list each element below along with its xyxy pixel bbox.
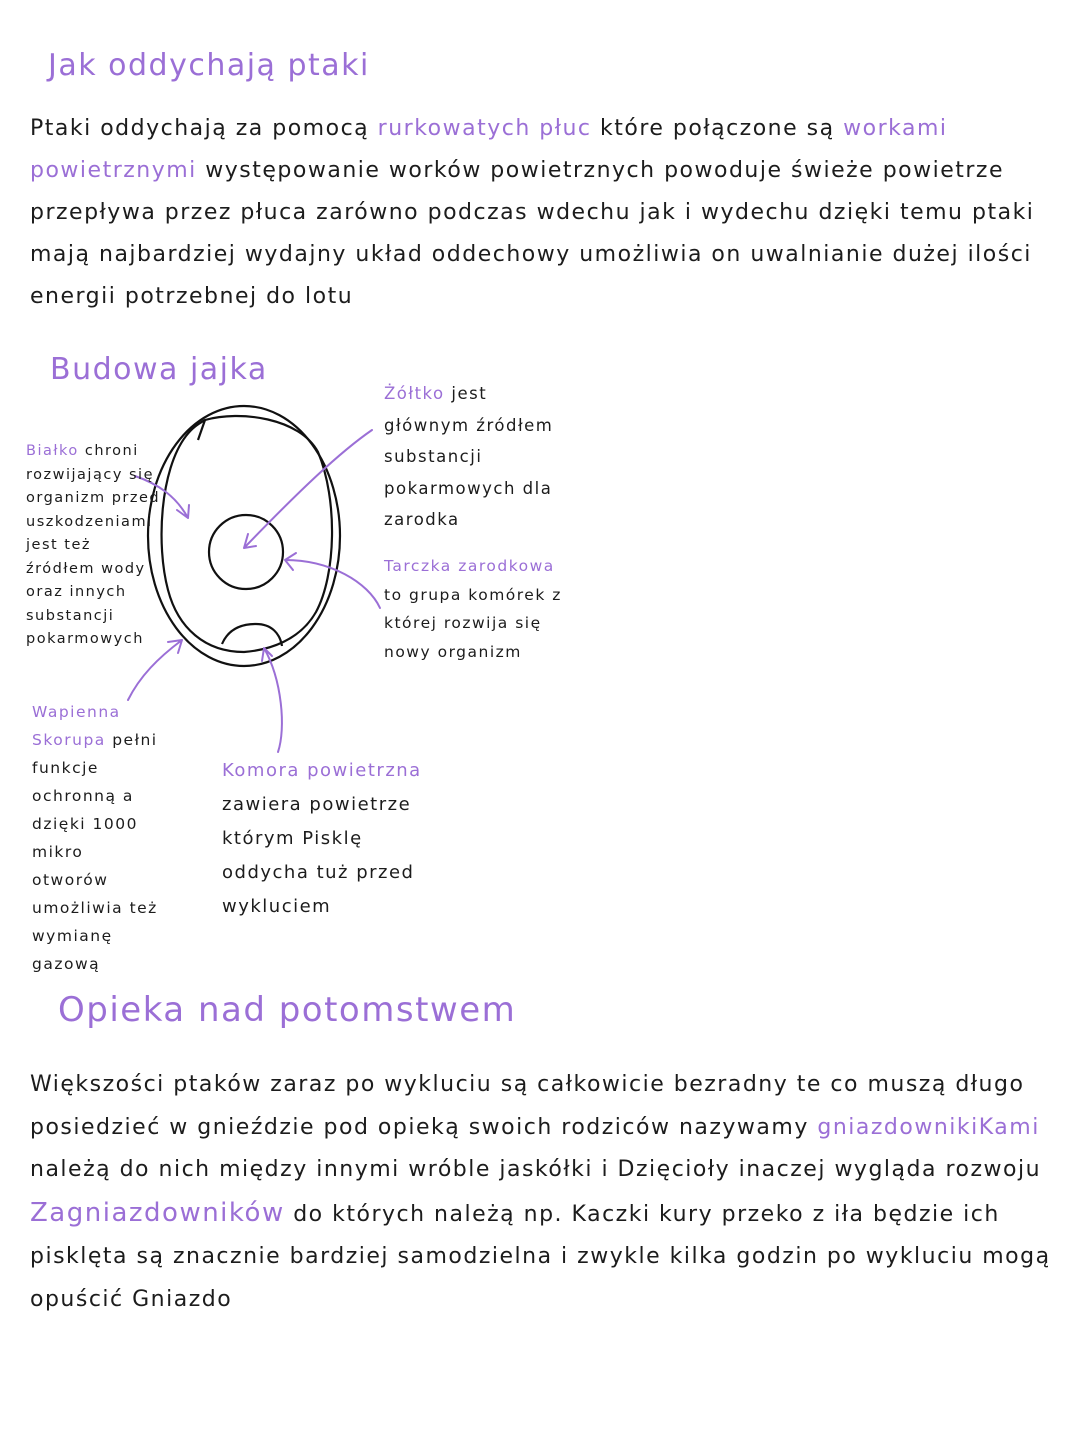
skorupa-label: Wapienna Skorupa [32,703,121,749]
bialko-label: Białko [26,443,79,459]
tarczka-label: Tarczka zarodkowa [384,557,555,575]
breathing-text-start: Ptaki oddychają za pomocą [30,116,378,141]
breathing-heading: Jak oddychają ptaki [48,48,370,83]
parental-care-paragraph [30,1064,1070,1321]
tarczka-text: to grupa komórek z której rozwija się nowy organizm [384,585,562,661]
komora-text: zawiera powietrze którym Pisklę oddycha tuż przed wykluciem [222,794,415,917]
zoltko-text: jest głównym źródłem substancji pokarmowych dla zarodka [384,384,554,529]
bialko-text: chroni rozwijający się organizm przed uszkodzeniami jest też źródłem wody oraz innych substancji pokarmowych [26,443,161,647]
zoltko-label: Żółtko [384,384,445,403]
care-text-mid: należą do nich między innymi wróble jaskółki i Dzięcioły inaczej wygląda rozwoju [30,1157,1042,1182]
komora-pointer-arrow [262,648,282,752]
term-nidicolous: gniazdownikiKami [817,1114,1040,1140]
air-chamber [222,624,282,646]
zoltko-annotation [384,378,564,536]
skorupa-annotation [32,698,162,978]
tarczka-pointer-arrow [285,553,380,608]
tarczka-annotation [384,552,574,666]
parental-care-heading: Opieka nad potomstwem [58,990,517,1030]
egg-shell-outer [148,406,340,666]
term-air-sacs: workami powietrznymi [30,116,948,183]
breathing-paragraph [30,108,1065,318]
egg-yolk [209,515,283,589]
zoltko-pointer-arrow [244,430,372,548]
care-text-start: Większości ptaków zaraz po wykluciu są całkowicie bezradny te co muszą długo posiedzieć w gnieździe pod opieką swoich rodziców nazywamy [30,1072,1025,1140]
egg-membrane-inner [162,416,333,652]
egg-structure-heading: Budowa jajka [50,352,268,387]
komora-annotation [222,754,432,924]
bialko-annotation [26,440,161,652]
skorupa-text: pełni funkcje ochronną a dzięki 1000 mikro otworów umożliwia też wymianę gazową [32,731,158,973]
breathing-text-mid: które połączone są [591,116,844,141]
komora-label: Komora powietrzna [222,760,422,781]
egg-membrane-fold [198,420,205,440]
breathing-text-end: występowanie worków powietrznych powoduje świeże powietrze przepływa przez płuca zarówno podczas wdechu jak i wydechu dzięki temu ptaki mają najbardziej wydajny układ oddechowy umożliwia on uwalnianie dużej ilości energii potrzebnej do lotu [30,158,1035,309]
care-text-end: do których należą np. Kaczki kury przeko z iła będzie ich pisklęta są znacznie bardziej samodzielna i zwykle kilka godzin po wykluciu mogą opuścić Gniazdo [30,1201,1051,1312]
term-tubular-lungs: rurkowatych płuc [377,116,592,141]
term-nidifugous: Zagniazdowników [30,1197,285,1228]
